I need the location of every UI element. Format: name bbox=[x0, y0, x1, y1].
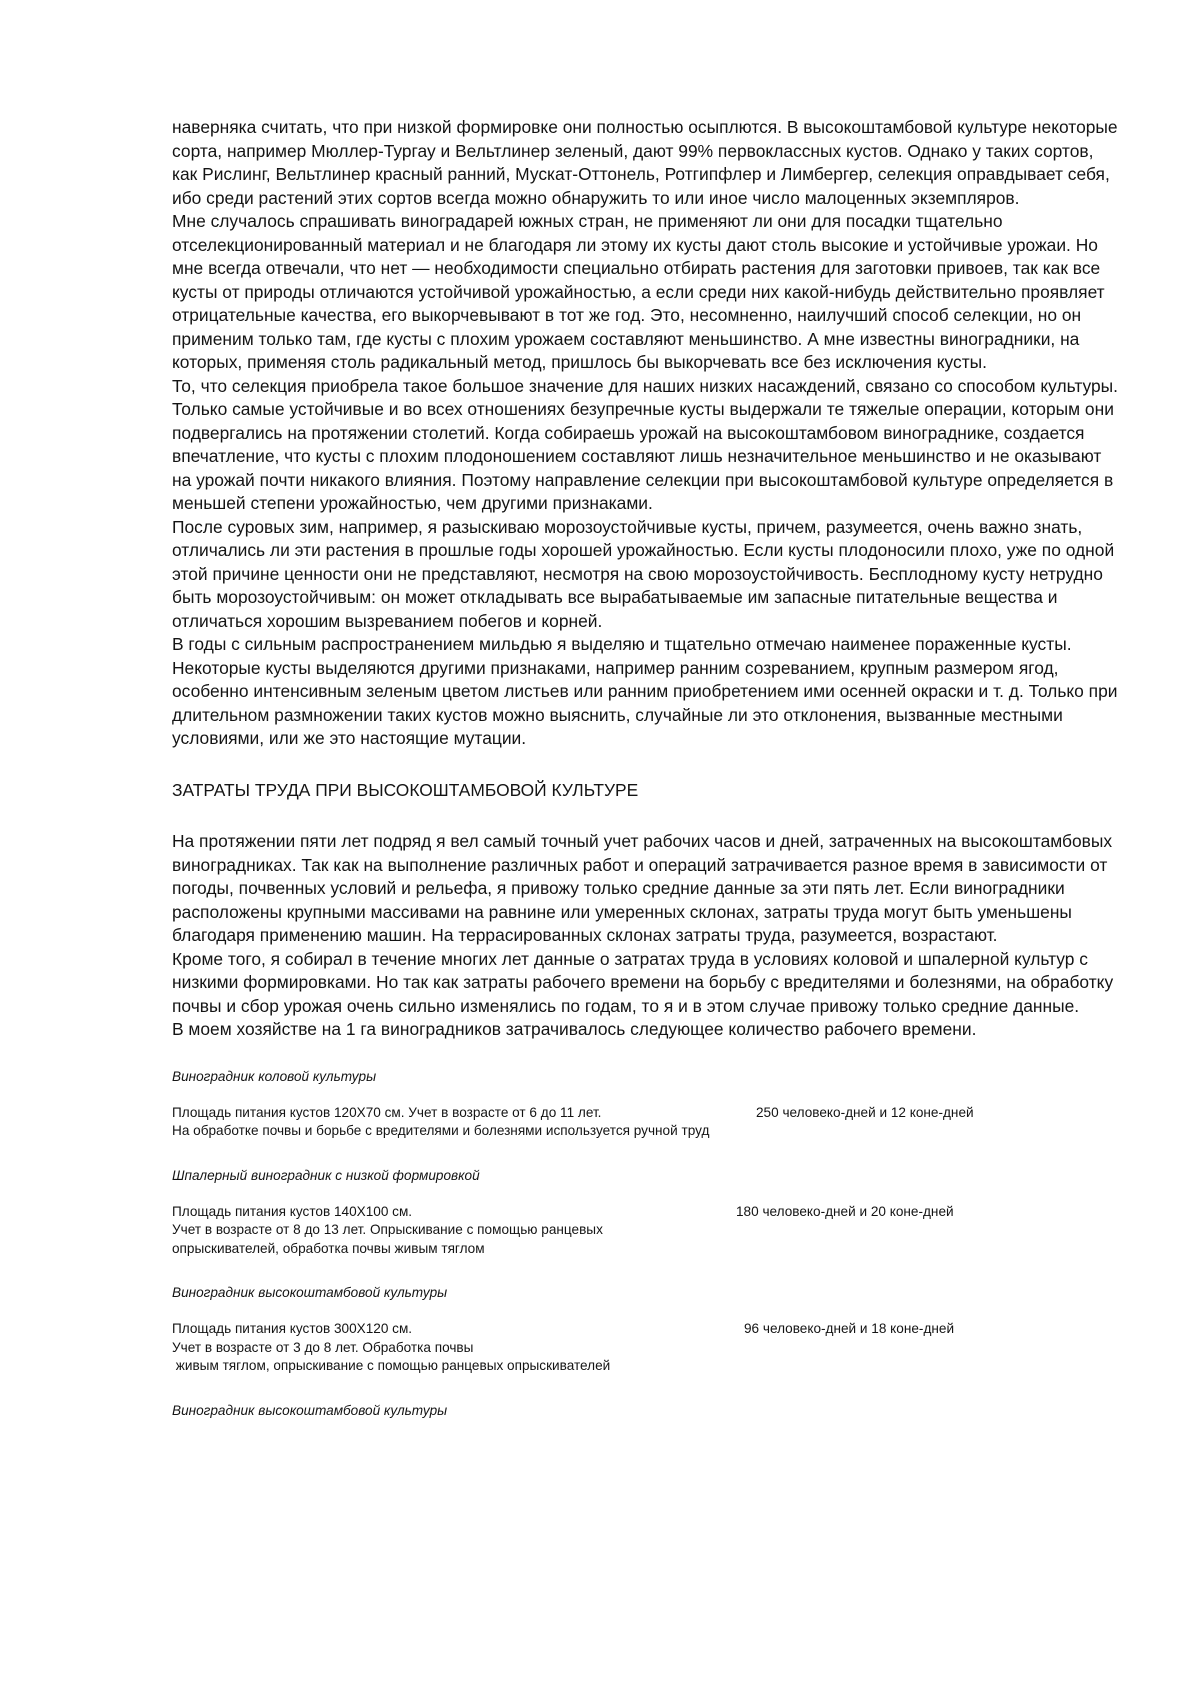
document-page bbox=[172, 116, 1120, 1438]
entry-line: Учет в возрасте от 3 до 8 лет. Обработка почвы bbox=[172, 1339, 474, 1355]
paragraph: После суровых зим, например, я разыскиваю морозоустойчивые кусты, причем, разумеется, очень важно знать, отличались ли эти растения в прошлые годы хорошей урожайностью. Если кусты плодоносили плохо, уже по одной этой причине ценности они не представляют, несмотря на свою морозоустойчивость. Бесплодному кусту нетрудно быть морозоустойчивым: он может откладывать все вырабатываемые им запасные питательные вещества и отличаться хорошим вызреванием побегов и корней. bbox=[172, 516, 1115, 631]
vineyard-section-title: Виноградник коловой культуры bbox=[172, 1068, 377, 1084]
paragraph: В моем хозяйстве на 1 га виноградников затрачивалось следующее количество рабочего времени. bbox=[172, 1019, 977, 1039]
entry-line: На обработке почвы и борьбе с вредителями и болезнями используется ручной труд bbox=[172, 1123, 710, 1138]
section-heading: ЗАТРАТЫ ТРУДА ПРИ ВЫСОКОШТАМБОВОЙ КУЛЬТУРЕ bbox=[172, 779, 639, 800]
entry-line: живым тяглом, опрыскивание с помощью ранцевых опрыскивателей bbox=[172, 1358, 611, 1373]
labor-stat: 250 человеко-дней и 12 коне-дней bbox=[756, 1104, 974, 1120]
paragraph: Мне случалось спрашивать виноградарей южных стран, не применяют ли они для посадки тщательно отселекционированный материал и не благодаря ли этому их кусты дают столь высокие и устойчивые урожаи. Но мне всегда отвечали, что нет — необходимости специально отбирать растения для заготовки привоев, так как все кусты от природы отличаются устойчивой урожайностью, а если среди них какой-нибудь действительно проявляет отрицательные качества, его выкорчевывают в тот же год. Это, несомненно, наилучший способ селекции, но он применим только там, где кусты с плохим урожаем составляют меньшинство. А мне известны виноградники, на которых, применяя столь радикальный метод, пришлось бы выкорчевать все без исключения кусты. bbox=[172, 211, 1105, 372]
entry-description bbox=[172, 1104, 732, 1141]
vineyard-section-title: Виноградник высокоштамбовой культуры bbox=[172, 1285, 448, 1300]
entry-description bbox=[172, 1320, 732, 1376]
entry-description bbox=[172, 1203, 732, 1259]
entry-line: опрыскивателей, обработка почвы живым тяглом bbox=[172, 1240, 485, 1256]
paragraph: То, что селекция приобрела такое большое значение для наших низких насаждений, связано со способом культуры. Только самые устойчивые и во всех отношениях безупречные кусты выдержали те тяжелые операции, которым они подвергались на протяжении столетий. Когда собираешь урожай на высокоштамбовом винограднике, создается впечатление, что кусты с плохим плодоношением составляют лишь незначительное меньшинство и не оказывают на урожай почти никакого влияния. Поэтому направление селекции при высокоштамбовой культуре определяется в меньшей степени урожайностью, чем другими признаками. bbox=[172, 375, 1118, 513]
vineyard-section-title: Шпалерный виноградник с низкой формировкой bbox=[172, 1167, 480, 1183]
vineyard-entry bbox=[172, 1320, 1120, 1376]
entry-line: Площадь питания кустов 120X70 см. Учет в возрасте от 6 до 11 лет. bbox=[172, 1104, 602, 1120]
entry-line: Площадь питания кустов 300X120 см. bbox=[172, 1321, 413, 1336]
vineyard-section-title: Виноградник высокоштамбовой культуры bbox=[172, 1402, 448, 1418]
entry-line: Площадь питания кустов 140X100 см. bbox=[172, 1203, 413, 1219]
paragraph: наверняка считать, что при низкой формировке они полностью осыплются. В высокоштамбовой культуре некоторые сорта, например Мюллер-Тургау и Вельтлинер зеленый, дают 99% первоклассных кустов. Однако у таких сортов, как Рислинг, Вельтлинер красный ранний, Мускат-Оттонель, Ротгипфлер и Лимбергер, селекция оправдывает себя, ибо среди растений этих сортов всегда можно обнаружить то или иное число малоценных экземпляров. bbox=[172, 117, 1118, 208]
vineyard-entry bbox=[172, 1203, 1120, 1259]
paragraph: В годы с сильным распространением мильдью я выделяю и тщательно отмечаю наименее пораженные кусты. Некоторые кусты выделяются другими признаками, например ранним созреванием, крупным размером ягод, особенно интенсивным зеленым цветом листьев или ранним приобретением ими осенней окраски и т. д. Только при длительном размножении таких кустов можно выяснить, случайные ли это отклонения, вызванные местными условиями, или же это настоящие мутации. bbox=[172, 634, 1118, 748]
labor-stat: 180 человеко-дней и 20 коне-дней bbox=[736, 1203, 954, 1219]
entry-line: Учет в возрасте от 8 до 13 лет. Опрыскивание с помощью ранцевых bbox=[172, 1222, 603, 1237]
paragraph: На протяжении пяти лет подряд я вел самый точный учет рабочих часов и дней, затраченных на высокоштамбовых виноградниках. Так как на выполнение различных работ и операций затрачивается разное время в зависимости от погоды, почвенных условий и рельефа, я привожу только средние данные за эти пять лет. Если виноградники расположены крупными массивами на равнине или умеренных склонах, затраты труда могут быть уменьшены благодаря применению машин. На террасированных склонах затраты труда, разумеется, возрастают. bbox=[172, 831, 1113, 945]
labor-stat: 96 человеко-дней и 18 коне-дней bbox=[744, 1321, 955, 1336]
vineyard-entry bbox=[172, 1104, 1120, 1141]
paragraph: Кроме того, я собирал в течение многих лет данные о затратах труда в условиях коловой и шпалерной культур с низкими формировками. Но так как затраты рабочего времени на борьбу с вредителями и болезнями, на обработку почвы и сбор урожая очень сильно изменялись по годам, то я и в этом случае привожу только средние данные. bbox=[172, 948, 1114, 1016]
